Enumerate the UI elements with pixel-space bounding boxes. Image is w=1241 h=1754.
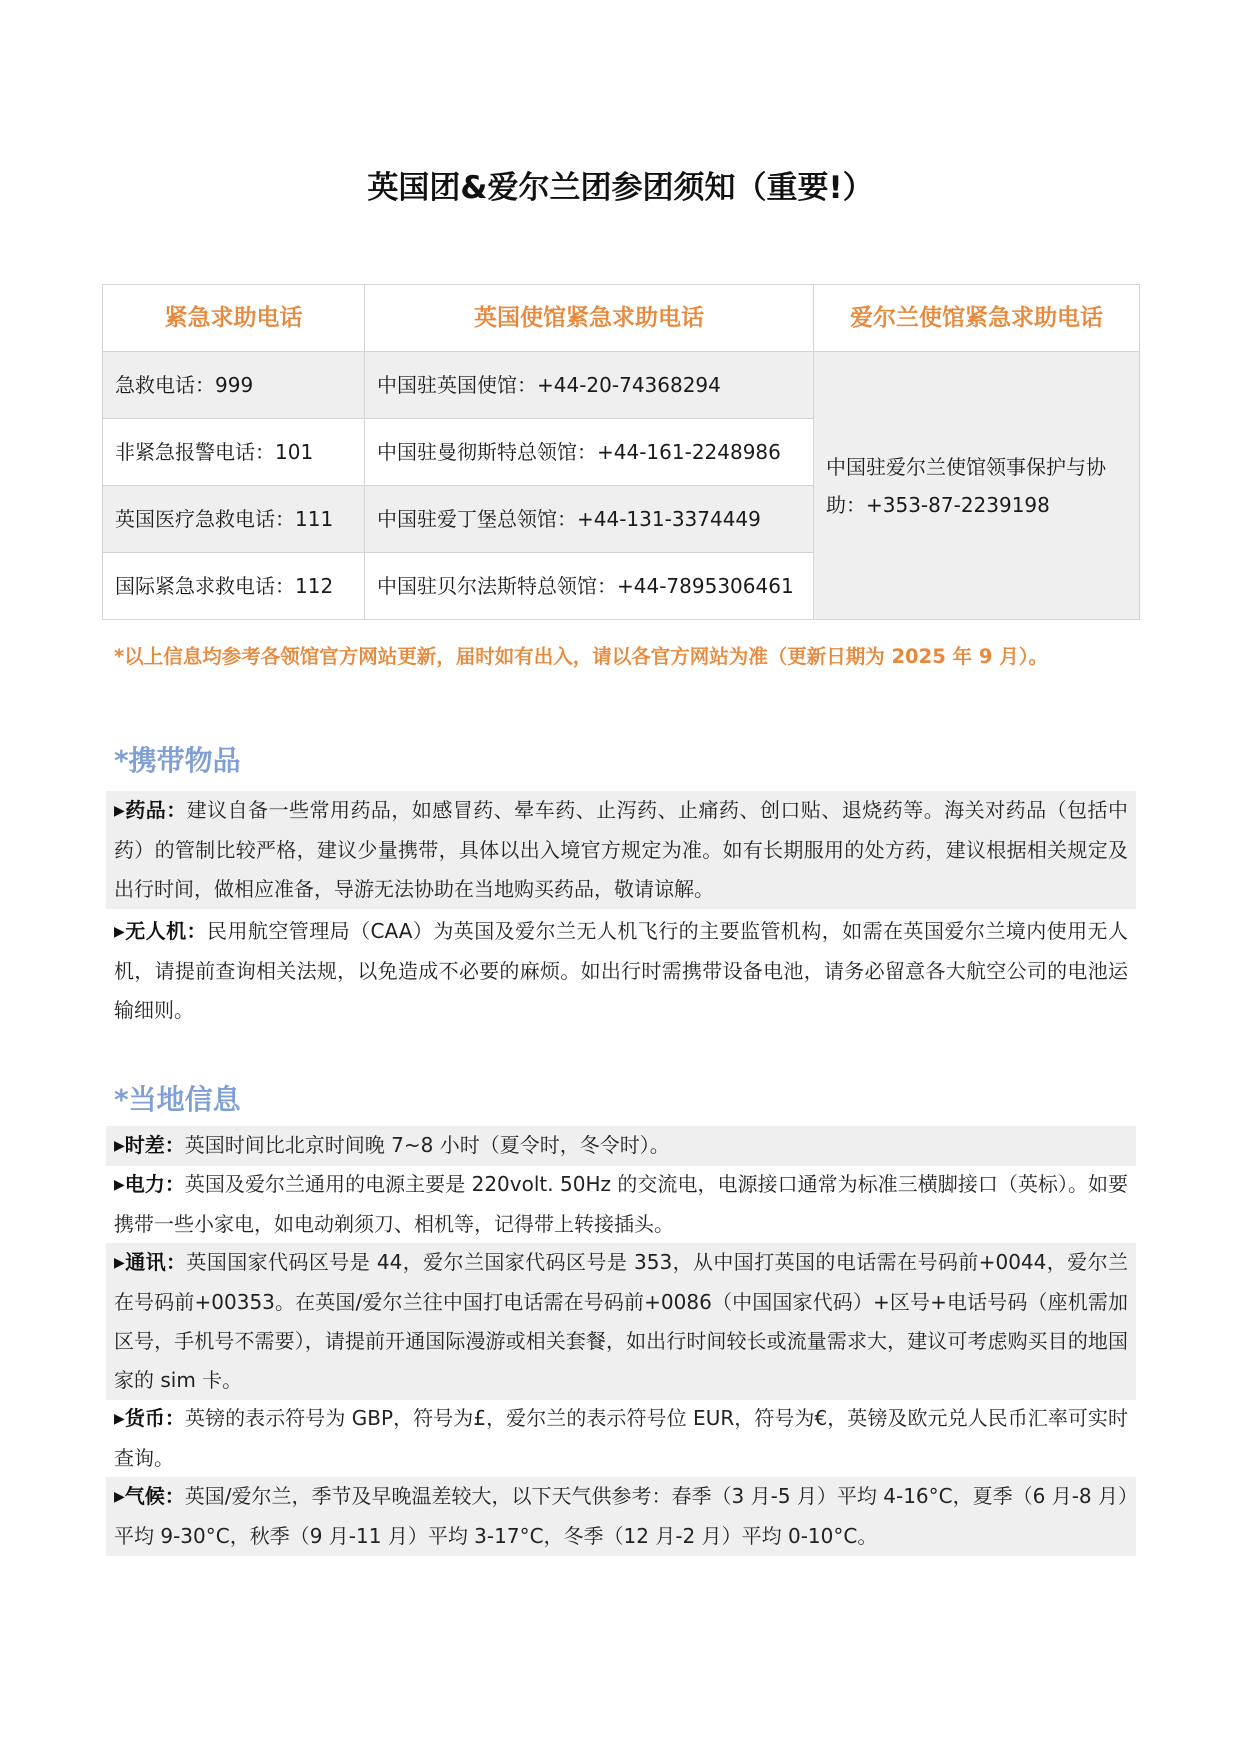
- bullet-arrow-icon: ▶: [114, 1177, 125, 1193]
- local-timezone: [106, 1126, 1136, 1166]
- item-text: 英国国家代码区号是 44，爱尔兰国家代码区号是 353，从中国打英国的电话需在号码前+0044，爱尔兰在号码前+00353。在英国/爱尔兰往中国打电话需在号码前+0086（中国国家代码）+区号+电话号码（座机需加区号，手机号不需要），请提前开通国际漫游或相关套餐，如出行时间较长或流量需求大，建议可考虑购买目的地国家的 sim 卡。: [114, 1250, 1128, 1392]
- uk-embassy-cell: 中国驻英国使馆：+44-20-74368294: [365, 352, 814, 419]
- bullet-arrow-icon: ▶: [114, 1411, 125, 1427]
- item-label: 药品：: [125, 798, 187, 822]
- page-title: 英国团&爱尔兰团参团须知（重要!）: [367, 170, 874, 206]
- table-row: [103, 352, 1140, 419]
- item-label: 时差：: [124, 1133, 185, 1157]
- item-text: 英国/爱尔兰，季节及早晚温差较大，以下天气供参考：春季（3 月-5 月）平均 4-16°C，夏季（6 月-8 月）平均 9-30°C，秋季（9 月-11 月）平均 3-17°C，冬季（12 月-2 月）平均 0-10°C。: [114, 1484, 1128, 1548]
- carry-drone: [106, 912, 1136, 1030]
- item-text: 民用航空管理局（CAA）为英国及爱尔兰无人机飞行的主要监管机构，如需在英国爱尔兰境内使用无人机，请提前查询相关法规，以免造成不必要的麻烦。如出行时需携带设备电池，请务必留意各大航空公司的电池运输细则。: [114, 919, 1128, 1022]
- uk-embassy-cell: 中国驻曼彻斯特总领馆：+44-161-2248986: [365, 419, 814, 486]
- emergency-cell: 急救电话：999: [103, 352, 365, 419]
- header-emergency: 紧急求助电话: [103, 285, 365, 352]
- update-note: *以上信息均参考各领馆官方网站更新，届时如有出入，请以各官方网站为准（更新日期为 2025 年 9 月）。: [114, 645, 1048, 668]
- local-heading: *当地信息: [114, 1083, 241, 1116]
- item-label: 气候：: [124, 1484, 185, 1508]
- local-communication: [106, 1243, 1136, 1400]
- bullet-arrow-icon: ▶: [114, 924, 126, 940]
- item-text: 建议自备一些常用药品，如感冒药、晕车药、止泻药、止痛药、创口贴、退烧药等。海关对药品（包括中药）的管制比较严格，建议少量携带，具体以出入境官方规定为准。如有长期服用的处方药，建议根据相关规定及出行时间，做相应准备，导游无法协助在当地购买药品，敬请谅解。: [114, 798, 1128, 901]
- table-header-row: [103, 285, 1140, 352]
- item-label: 货币：: [124, 1406, 185, 1430]
- local-currency: [106, 1399, 1136, 1478]
- item-text: 英镑的表示符号为 GBP，符号为£，爱尔兰的表示符号位 EUR，符号为€，英镑及欧元兑人民币汇率可实时查询。: [114, 1406, 1128, 1470]
- carry-medicine: [106, 791, 1136, 909]
- emergency-cell: 非紧急报警电话：101: [103, 419, 365, 486]
- item-label: 通讯：: [125, 1250, 187, 1274]
- local-power: [106, 1165, 1136, 1244]
- bullet-arrow-icon: ▶: [114, 1489, 125, 1505]
- item-label: 无人机：: [125, 919, 207, 943]
- bullet-arrow-icon: ▶: [114, 1255, 126, 1271]
- uk-embassy-cell: 中国驻爱丁堡总领馆：+44-131-3374449: [365, 486, 814, 553]
- item-label: 电力：: [124, 1172, 185, 1196]
- emergency-cell: 英国医疗急救电话：111: [103, 486, 365, 553]
- header-ireland-embassy: 爱尔兰使馆紧急求助电话: [814, 285, 1140, 352]
- item-text: 英国时间比北京时间晚 7~8 小时（夏令时，冬令时）。: [184, 1133, 670, 1157]
- emergency-contacts-table: [102, 284, 1140, 620]
- bullet-arrow-icon: ▶: [114, 1138, 125, 1154]
- header-uk-embassy: 英国使馆紧急求助电话: [365, 285, 814, 352]
- bullet-arrow-icon: ▶: [114, 803, 126, 819]
- local-climate: [106, 1477, 1136, 1556]
- uk-embassy-cell: 中国驻贝尔法斯特总领馆：+44-7895306461: [365, 553, 814, 620]
- emergency-cell: 国际紧急求救电话：112: [103, 553, 365, 620]
- ireland-embassy-cell: 中国驻爱尔兰使馆领事保护与协助：+353-87-2239198: [814, 352, 1140, 620]
- carry-heading: *携带物品: [114, 744, 241, 777]
- item-text: 英国及爱尔兰通用的电源主要是 220volt. 50Hz 的交流电，电源接口通常为标准三横脚接口（英标）。如要携带一些小家电，如电动剃须刀、相机等，记得带上转接插头。: [114, 1172, 1128, 1236]
